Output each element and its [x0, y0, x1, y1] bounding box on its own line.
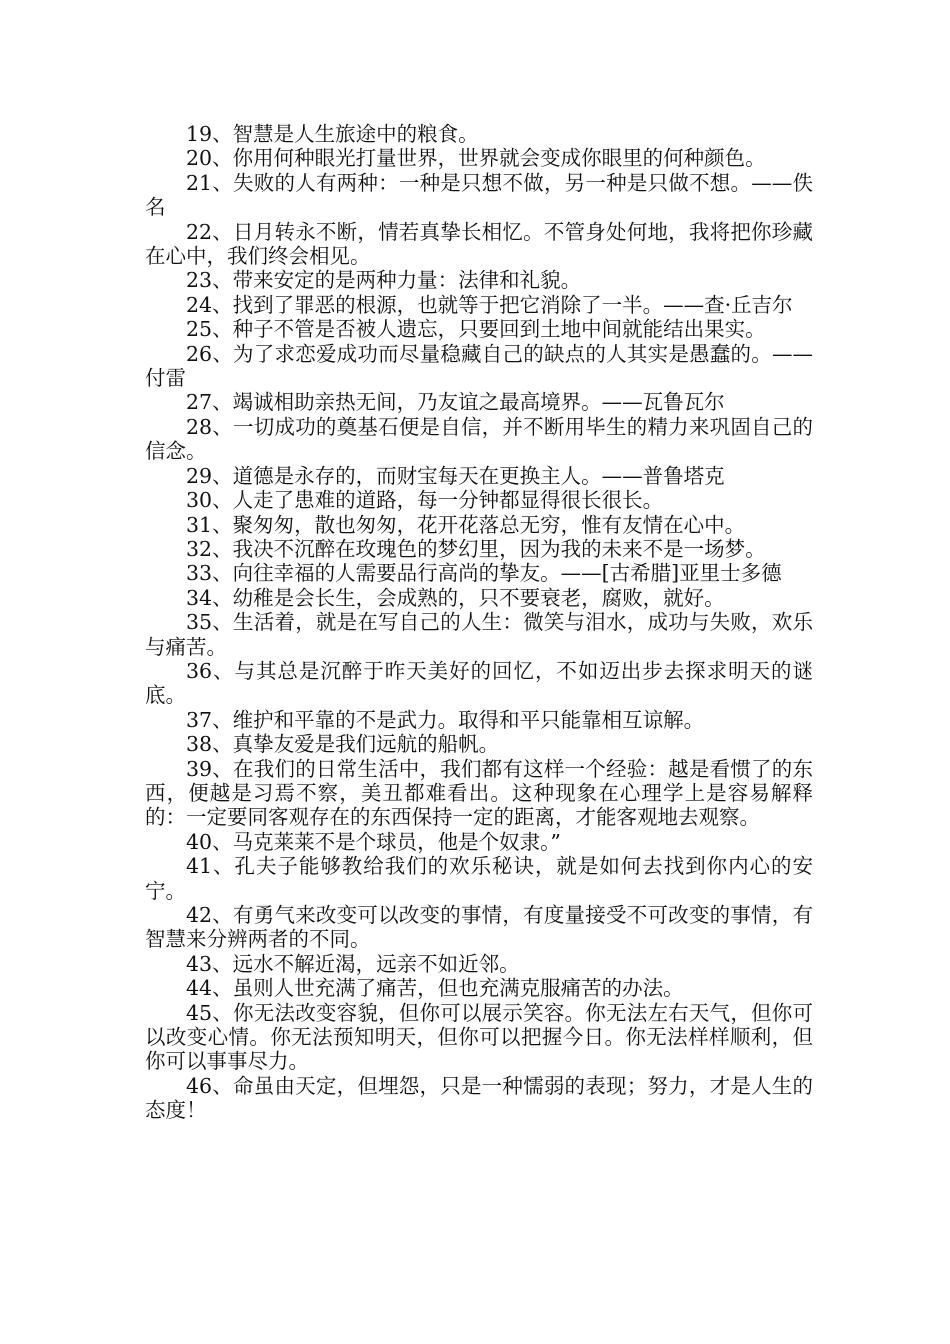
quote-paragraph-30: 30、人走了患难的道路，每一分钟都显得很长很长。	[186, 488, 664, 513]
quote-paragraph-37: 37、维护和平靠的不是武力。取得和平只能靠相互谅解。	[186, 707, 705, 732]
quote-paragraph-19: 19、智慧是人生旅途中的粮食。	[186, 122, 479, 146]
quote-paragraph-39: 39、在我们的日常生活中，我们都有这样一个经验：越是看惯了的东西，便越是习焉不察，美丑都难看出。这种现象在心理学上是容易解释的：一定要同客观存在的东西保持一定的距离，才能客观地去观察。	[145, 756, 813, 830]
quote-paragraph-23: 23、带来安定的是两种力量：法律和礼貌。	[186, 268, 582, 293]
quote-paragraph-33: 33、向往幸福的人需要品行高尚的挚友。——[古希腊]亚里士多德	[186, 561, 782, 586]
quote-paragraph-21: 21、失败的人有两种：一种是只想不做，另一种是只做不想。——佚名	[145, 170, 813, 220]
quote-paragraph-20: 20、你用何种眼光打量世界，世界就会变成你眼里的何种颜色。	[186, 146, 766, 171]
quote-paragraph-42: 42、有勇气来改变可以改变的事情，有度量接受不可改变的事情，有智慧来分辨两者的不同。	[145, 903, 813, 952]
quote-paragraph-35: 35、生活着，就是在写自己的人生：微笑与泪水，成功与失败，欢乐与痛苦。	[145, 610, 813, 659]
quote-paragraph-45: 45、你无法改变容貌，但你可以展示笑容。你无法左右天气，但你可以改变心情。你无法预知明天，但你可以把握今日。你无法样样顺利，但你可以事事尽力。	[145, 1000, 813, 1074]
quote-paragraph-29: 29、道德是永存的，而财宝每天在更换主人。——普鲁塔克	[186, 463, 725, 488]
quote-paragraph-22: 22、日月转永不断，情若真挚长相忆。不管身处何地，我将把你珍藏在心中，我们终会相见。	[145, 219, 813, 269]
quote-paragraph-46: 46、命虽由天定，但埋怨，只是一种懦弱的表现；努力，才是人生的态度！	[145, 1073, 813, 1123]
quote-paragraph-43: 43、远水不解近渴，远亲不如近邻。	[186, 951, 520, 976]
quote-paragraph-27: 27、竭诚相助亲热无间，乃友谊之最高境界。——瓦鲁瓦尔	[186, 390, 725, 415]
quote-paragraph-31: 31、聚匆匆，散也匆匆，花开花落总无穷，惟有友情在心中。	[186, 512, 746, 537]
quote-paragraph-25: 25、种子不管是否被人遗忘，只要回到土地中间就能结出果实。	[186, 317, 766, 342]
quote-paragraph-26: 26、为了求恋爱成功而尽量稳藏自己的缺点的人其实是愚蠢的。——付雷	[145, 341, 813, 391]
quote-paragraph-41: 41、孔夫子能够教给我们的欢乐秘诀，就是如何去找到你内心的安宁。	[145, 854, 813, 903]
quote-paragraph-36: 36、与其总是沉醉于昨天美好的回忆，不如迈出步去探求明天的谜底。	[145, 658, 813, 708]
quote-paragraph-24: 24、找到了罪恶的根源，也就等于把它消除了一半。——查·丘吉尔	[186, 292, 793, 317]
quote-paragraph-32: 32、我决不沉醉在玫瑰色的梦幻里，因为我的未来不是一场梦。	[186, 536, 766, 561]
quote-paragraph-40: 40、马克莱莱不是个球员，他是个奴隶。”	[186, 829, 561, 854]
quote-paragraph-44: 44、虽则人世充满了痛苦，但也充满克服痛苦的办法。	[186, 976, 684, 1001]
document-body	[145, 122, 813, 1123]
quote-paragraph-34: 34、幼稚是会长生，会成熟的，只不要衰老，腐败，就好。	[186, 585, 725, 610]
quote-paragraph-28: 28、一切成功的奠基石便是自信，并不断用毕生的精力来巩固自己的信念。	[145, 414, 813, 464]
quote-paragraph-38: 38、真挚友爱是我们远航的船帆。	[186, 732, 500, 757]
